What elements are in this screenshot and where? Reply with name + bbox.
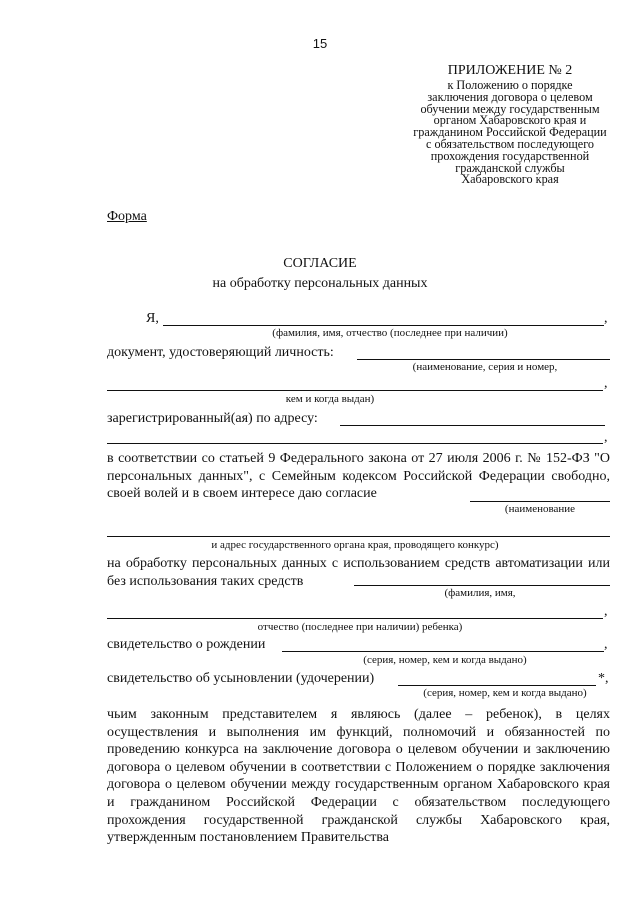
document-field[interactable] xyxy=(357,359,610,360)
document-subtitle: на обработку персональных данных xyxy=(212,276,428,291)
consent-text: в соответствии со статьей 9 Федерального закона от 27 июля 2006 г. № 152-ФЗ "О персональных данных", с Семейным кодексом Российской Федерации свободно, своей волей и в своем интересе даю согласие xyxy=(107,451,610,502)
comma: , xyxy=(604,376,608,391)
child-fi-hint: (фамилия, имя, xyxy=(444,587,516,599)
document-issued-field[interactable] xyxy=(107,390,603,391)
document-hint: (наименование, серия и номер, xyxy=(412,361,558,373)
body-paragraph xyxy=(107,706,610,886)
address-field-2[interactable] xyxy=(107,443,603,444)
address-label: зарегистрированный(ая) по адресу: xyxy=(107,411,318,426)
comma: , xyxy=(604,311,608,326)
i-label: Я, xyxy=(146,311,159,326)
birth-certificate-label: свидетельство о рождении xyxy=(107,637,266,652)
fio-hint: (фамилия, имя, отчество (последнее при наличии) xyxy=(272,327,508,339)
appendix-line: Хабаровского края xyxy=(461,172,559,187)
adoption-certificate-label: свидетельство об усыновлении (удочерении) xyxy=(107,671,375,686)
appendix-line: заключения договора о целевом xyxy=(427,89,593,104)
adoption-mark: *, xyxy=(598,671,609,686)
page-number: 15 xyxy=(312,36,328,51)
consent-paragraph xyxy=(107,450,610,505)
adoption-certificate-field[interactable] xyxy=(398,685,596,686)
issued-hint: кем и когда выдан) xyxy=(285,393,375,405)
processing-text: на обработку персональных данных с использованием средств автоматизации или без использования таких средств xyxy=(107,556,610,589)
form-label: Форма xyxy=(107,209,147,224)
child-name-field[interactable] xyxy=(354,585,610,586)
organization-field[interactable] xyxy=(470,501,610,502)
comma: , xyxy=(604,637,608,652)
appendix-line: обучении между государственным xyxy=(420,101,600,116)
appendix-heading: ПРИЛОЖЕНИЕ № 2 xyxy=(447,63,573,78)
organization-hint: и адрес государственного органа края, проводящего конкурс) xyxy=(211,539,499,551)
appendix-block xyxy=(390,62,630,186)
adoption-hint: (серия, номер, кем и когда выдано) xyxy=(423,687,587,699)
birth-certificate-field[interactable] xyxy=(282,651,604,652)
appendix-line: гражданином Российской Федерации xyxy=(413,125,607,140)
comma: , xyxy=(604,604,608,619)
appendix-line: с обязательством последующего xyxy=(425,136,594,151)
document-label: документ, удостоверяющий личность: xyxy=(107,345,334,360)
fio-field[interactable] xyxy=(163,325,604,326)
document-title: СОГЛАСИЕ xyxy=(283,256,357,271)
appendix-line: прохождения государственной xyxy=(430,148,590,163)
appendix-line: органом Хабаровского края и xyxy=(433,113,587,128)
body-text: чьим законным представителем я являюсь (далее – ребенок), в целях осуществления и выполнения им функций, полномочий и обязанностей по проведению конкурса на заключение договора о целевом обучении и заключению договора о целевом обучении в соответствии с Положением о порядке заключения договора о целевом обучении между государственным органом Хабаровского края и гражданином Российской Федерации с обязательством последующего прохождения государственной гражданской службы Хабаровского края, утвержденным постановлением Правительства xyxy=(107,707,610,846)
child-patronymic-field[interactable] xyxy=(107,618,603,619)
comma: , xyxy=(604,430,608,445)
address-field[interactable] xyxy=(340,425,605,426)
name-hint: (наименование xyxy=(504,503,576,515)
appendix-line: гражданской службы xyxy=(455,160,565,175)
birth-hint: (серия, номер, кем и когда выдано) xyxy=(363,654,527,666)
organization-field-2[interactable] xyxy=(107,536,610,537)
appendix-line: к Положению о порядке xyxy=(447,78,573,92)
child-o-hint: отчество (последнее при наличии) ребенка) xyxy=(257,621,463,633)
